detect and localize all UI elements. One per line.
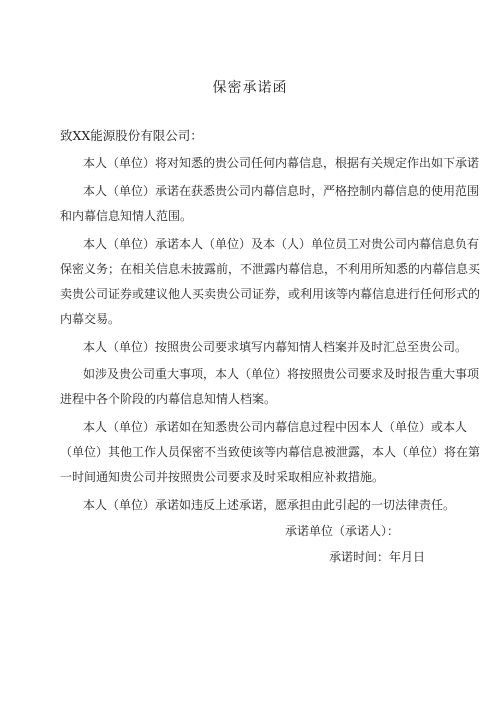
paragraph-6-line-3: 一时间通知贵公司并按照贵公司要求及时采取相应补救措施。 [60,470,385,484]
paragraph-7-line-1: 本人（单位）承诺如违反上述承诺，愿承担由此引起的一切法律责任。 [83,498,456,512]
paragraph-3-line-3: 卖贵公司证券或建议他人买卖贵公司证券，或利用该等内幕信息进行任何形式的 [60,287,481,301]
paragraph-5-line-1: 如涉及贵公司重大事项，本人（单位）将按照贵公司要求及时报告重大事项 [83,367,480,381]
signature-unit-label: 承诺单位（承诺人）： [285,524,400,538]
addressee-line: 致XX能源股份有限公司： [60,128,203,143]
paragraph-4-line-1: 本人（单位）按照贵公司要求填写内幕知情人档案并及时汇总至贵公司。 [83,340,468,354]
paragraph-3-line-4: 内幕交易。 [60,312,121,326]
paragraph-3-line-2: 保密义务；在相关信息未披露前，不泄露内幕信息，不利用所知悉的内幕信息买 [60,262,481,276]
paragraph-6-line-1: 本人（单位）承诺如在知悉贵公司内幕信息过程中因本人（单位）或本人 [83,420,468,434]
document-title: 保密承诺函 [212,80,288,96]
paragraph-6-line-2: （单位）其他工作人员保密不当致使该等内幕信息被泄露，本人（单位）将在第 [60,445,481,459]
paragraph-2-line-1: 本人（单位）承诺在获悉贵公司内幕信息时，严格控制内幕信息的使用范围 [83,184,480,198]
paragraph-5-line-2: 进程中各个阶段的内幕信息知情人档案。 [60,392,277,406]
paragraph-1-line-1: 本人（单位）将对知悉的贵公司任何内幕信息，根据有关规定作出如下承诺 [83,156,480,170]
signature-date-label: 承诺时间：年月日 [329,550,426,564]
paragraph-2-line-2: 和内幕信息知情人范围。 [60,209,193,223]
paragraph-3-line-1: 本人（单位）承诺本人（单位）及本（人）单位员工对贵公司内幕信息负有 [83,237,480,251]
